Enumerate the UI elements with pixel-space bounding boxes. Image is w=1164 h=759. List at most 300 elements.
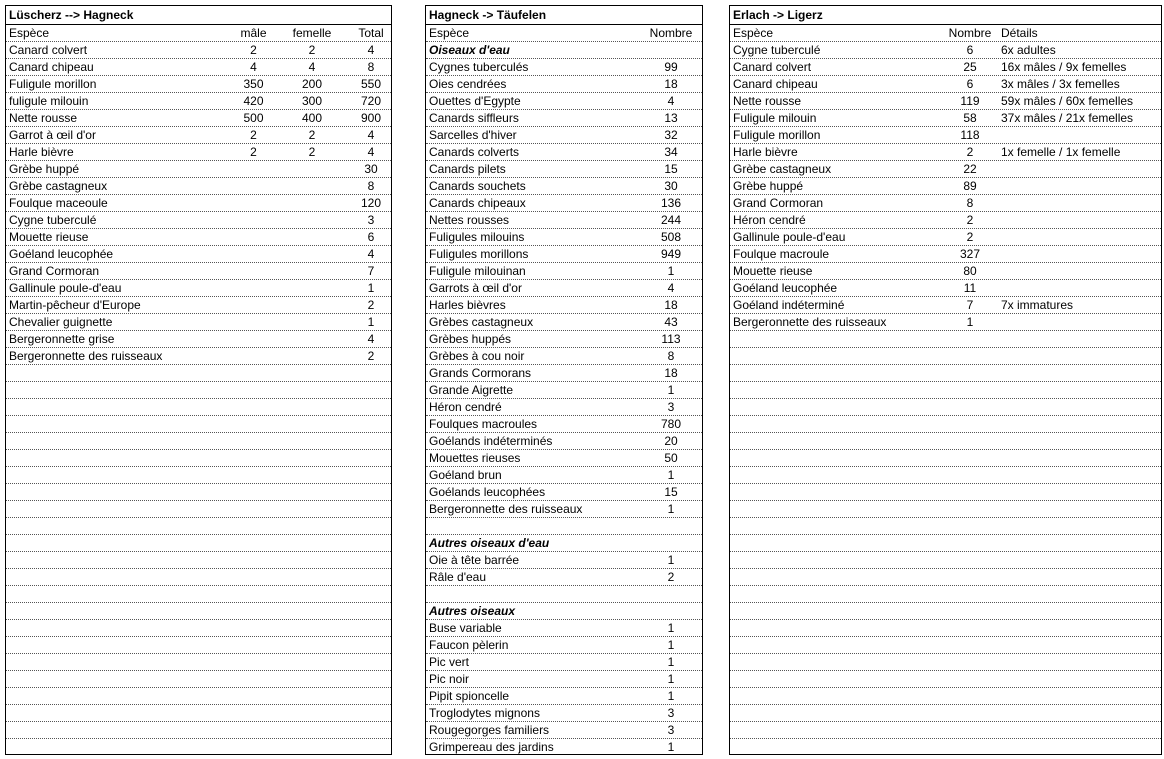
table-row: [426, 246, 702, 263]
blank-row: [730, 722, 1161, 739]
species-name: Canards colverts: [429, 145, 520, 159]
blank-row: [730, 654, 1161, 671]
blank-row: [6, 586, 391, 603]
table-row: [6, 212, 391, 229]
species-name: Grèbe castagneux: [733, 162, 832, 176]
count: 1: [667, 655, 675, 669]
section-label: Autres oiseaux d'eau: [429, 536, 550, 550]
species-name: Pic noir: [429, 672, 470, 686]
table-row: [6, 195, 391, 212]
species-name: Râle d'eau: [429, 570, 486, 584]
species-name: Grèbes huppés: [429, 332, 512, 346]
table-row: [6, 297, 391, 314]
species-name: Grèbe huppé: [9, 162, 80, 176]
panel-title: Erlach -> Ligerz: [730, 6, 1161, 25]
count: 1: [667, 264, 675, 278]
blank-row: [6, 382, 391, 399]
table-row: [426, 195, 702, 212]
blank-row: [6, 603, 391, 620]
details: 37x mâles / 21x femelles: [1001, 111, 1134, 125]
species-name: Sarcelles d'hiver: [429, 128, 517, 142]
species-name: Bergeronnette des ruisseaux: [429, 502, 583, 516]
table-row: [426, 399, 702, 416]
table-row: [6, 348, 391, 365]
species-name: Canards pilets: [429, 162, 506, 176]
table-row: [730, 110, 1161, 127]
blank-row: [6, 569, 391, 586]
species-name: Grimpereau des jardins: [429, 740, 554, 754]
blank-row: [730, 331, 1161, 348]
table-row: [730, 212, 1161, 229]
count: 20: [664, 434, 678, 448]
total-count: 2: [367, 298, 375, 312]
count: 50: [664, 451, 678, 465]
species-name: Bergeronnette des ruisseaux: [733, 315, 887, 329]
table-header: [730, 25, 1161, 42]
species-name: Cygne tuberculé: [9, 213, 97, 227]
species-name: Gallinule poule-d'eau: [733, 230, 846, 244]
total-count: Total: [358, 26, 384, 40]
total-count: 1: [367, 315, 375, 329]
species-name: Harle bièvre: [9, 145, 74, 159]
species-name: Ouettes d'Egypte: [429, 94, 521, 108]
female-count: 400: [301, 111, 323, 125]
male-count: 2: [250, 43, 257, 57]
blank-row: [730, 365, 1161, 382]
table-row: [6, 110, 391, 127]
details: Détails: [1001, 26, 1038, 40]
total-count: 4: [367, 145, 375, 159]
table-row: [426, 161, 702, 178]
blank-row: [6, 637, 391, 654]
count: Nombre: [649, 26, 693, 40]
table-row: [730, 280, 1161, 297]
table-row: [6, 76, 391, 93]
species-name: Bergeronnette des ruisseaux: [9, 349, 163, 363]
total-count: 7: [367, 264, 375, 278]
species-name: Garrots à œil d'or: [429, 281, 522, 295]
species-name: Espèce: [733, 26, 774, 40]
table-row: [426, 178, 702, 195]
table-row: [426, 59, 702, 76]
male-count: 420: [243, 94, 264, 108]
table-row: [730, 93, 1161, 110]
blank-row: [6, 552, 391, 569]
count: Nombre: [948, 26, 992, 40]
count: 1: [667, 621, 675, 635]
count: 99: [664, 60, 678, 74]
species-name: Nettes rousses: [429, 213, 510, 227]
species-name: Grèbe huppé: [733, 179, 804, 193]
blank-row: [730, 535, 1161, 552]
count: 2: [667, 570, 675, 584]
count: 3: [667, 706, 675, 720]
species-name: Mouette rieuse: [733, 264, 813, 278]
species-name: Canard colvert: [9, 43, 88, 57]
table-header: [426, 25, 702, 42]
section-heading: [426, 42, 702, 59]
species-name: Grande Aigrette: [429, 383, 514, 397]
count: 18: [664, 366, 678, 380]
species-name: Espèce: [429, 26, 470, 40]
total-count: 4: [367, 332, 375, 346]
blank-row: [730, 671, 1161, 688]
species-name: Nette rousse: [9, 111, 78, 125]
blank-row: [6, 688, 391, 705]
male-count: 350: [243, 77, 264, 91]
count: 949: [660, 247, 682, 261]
table-row: [426, 450, 702, 467]
count: 11: [963, 281, 977, 295]
table-row: [426, 705, 702, 722]
species-name: Héron cendré: [429, 400, 502, 414]
blank-row: [6, 467, 391, 484]
count: 18: [664, 298, 678, 312]
count: 43: [664, 315, 678, 329]
table-row: [730, 59, 1161, 76]
count: 8: [667, 349, 675, 363]
blank-row: [6, 365, 391, 382]
total-count: 1: [367, 281, 375, 295]
species-name: Nette rousse: [733, 94, 802, 108]
details: 3x mâles / 3x femelles: [1001, 77, 1120, 91]
section-heading: [426, 603, 702, 620]
details: 1x femelle / 1x femelle: [1001, 145, 1121, 159]
species-name: Grèbe castagneux: [9, 179, 108, 193]
species-name: Fuligule milouin: [733, 111, 817, 125]
table-row: [426, 212, 702, 229]
count: 2: [966, 145, 974, 159]
blank-row: [6, 620, 391, 637]
species-name: Cygne tuberculé: [733, 43, 821, 57]
species-name: Harle bièvre: [733, 145, 798, 159]
count: 30: [664, 179, 678, 193]
blank-row: [730, 739, 1161, 755]
species-name: Goéland brun: [429, 468, 502, 482]
species-name: Chevalier guignette: [9, 315, 113, 329]
species-name: Foulque maceoule: [9, 196, 108, 210]
species-name: Mouettes rieuses: [429, 451, 521, 465]
species-name: Héron cendré: [733, 213, 806, 227]
blank-row: [730, 569, 1161, 586]
table-header: [6, 25, 391, 42]
species-name: Goélands indéterminés: [429, 434, 553, 448]
female-count: 200: [301, 77, 323, 91]
total-count: 2: [367, 349, 375, 363]
male-count: mâle: [240, 26, 267, 40]
blank-row: [730, 603, 1161, 620]
table-row: [730, 314, 1161, 331]
table-row: [730, 127, 1161, 144]
table-row: [426, 688, 702, 705]
count: 113: [661, 332, 681, 346]
table-row: [426, 93, 702, 110]
count: 118: [960, 128, 980, 142]
count: 6: [966, 77, 974, 91]
count: 1: [667, 740, 675, 754]
species-name: Cygnes tuberculés: [429, 60, 529, 74]
total-count: 4: [367, 43, 375, 57]
blank-row: [6, 671, 391, 688]
table-row: [730, 263, 1161, 280]
species-name: Fuligule milouinan: [429, 264, 526, 278]
count: 15: [664, 162, 678, 176]
blank-row: [6, 654, 391, 671]
count: 1: [667, 672, 675, 686]
blank-row: [6, 722, 391, 739]
species-name: Oie à tête barrée: [429, 553, 520, 567]
total-count: 8: [367, 60, 375, 74]
blank-row: [730, 620, 1161, 637]
table-row: [6, 280, 391, 297]
section-label: Oiseaux d'eau: [429, 43, 510, 57]
blank-row: [6, 484, 391, 501]
species-name: Fuligule morillon: [733, 128, 821, 142]
blank-row: [6, 739, 391, 755]
species-table: [6, 25, 391, 755]
female-count: 4: [308, 60, 316, 74]
species-name: Harles bièvres: [429, 298, 506, 312]
species-name: Buse variable: [429, 621, 502, 635]
count: 1: [667, 468, 675, 482]
table-row: [730, 246, 1161, 263]
panel-erlach-ligerz: [729, 5, 1162, 755]
male-count: 2: [250, 128, 257, 142]
blank-row: [426, 518, 702, 535]
female-count: 300: [301, 94, 323, 108]
count: 15: [664, 485, 678, 499]
count: 136: [660, 196, 682, 210]
count: 25: [963, 60, 977, 74]
table-row: [730, 144, 1161, 161]
blank-row: [730, 705, 1161, 722]
table-row: [426, 671, 702, 688]
total-count: 720: [360, 94, 382, 108]
blank-row: [730, 552, 1161, 569]
table-row: [6, 127, 391, 144]
table-row: [426, 501, 702, 518]
details: 7x immatures: [1001, 298, 1074, 312]
table-row: [426, 620, 702, 637]
species-name: Foulque macroule: [733, 247, 830, 261]
blank-row: [730, 688, 1161, 705]
table-row: [6, 331, 391, 348]
panel-title: Hagneck -> Täufelen: [426, 6, 702, 25]
table-row: [426, 76, 702, 93]
table-row: [426, 433, 702, 450]
blank-row: [730, 518, 1161, 535]
total-count: 120: [360, 196, 382, 210]
species-name: fuligule milouin: [9, 94, 89, 108]
details: 6x adultes: [1001, 43, 1056, 57]
blank-row: [730, 586, 1161, 603]
species-table: [730, 25, 1161, 755]
blank-row: [730, 450, 1161, 467]
species-name: Goélands leucophées: [429, 485, 546, 499]
species-name: Espèce: [9, 26, 50, 40]
female-count: femelle: [292, 26, 332, 40]
species-name: Grèbes à cou noir: [429, 349, 525, 363]
table-row: [426, 654, 702, 671]
species-name: Garrot à œil d'or: [9, 128, 96, 142]
count: 1: [667, 689, 675, 703]
total-count: 3: [367, 213, 375, 227]
species-table: [426, 25, 702, 755]
table-row: [426, 382, 702, 399]
count: 780: [660, 417, 682, 431]
table-row: [6, 144, 391, 161]
table-row: [426, 110, 702, 127]
species-name: Canard chipeau: [733, 77, 818, 91]
blank-row: [426, 586, 702, 603]
count: 1: [667, 383, 675, 397]
count: 1: [966, 315, 974, 329]
table-row: [426, 484, 702, 501]
details: 59x mâles / 60x femelles: [1001, 94, 1134, 108]
species-name: Oies cendrées: [429, 77, 507, 91]
table-row: [426, 416, 702, 433]
table-row: [426, 365, 702, 382]
count: 2: [966, 230, 974, 244]
table-row: [6, 263, 391, 280]
panel-luscherz-hagneck: [5, 5, 392, 755]
count: 7: [966, 298, 974, 312]
female-count: 2: [308, 145, 316, 159]
table-row: [6, 229, 391, 246]
table-row: [426, 331, 702, 348]
total-count: 900: [360, 111, 382, 125]
blank-row: [730, 637, 1161, 654]
species-name: Canards siffleurs: [429, 111, 519, 125]
count: 1: [667, 638, 675, 652]
details: 16x mâles / 9x femelles: [1001, 60, 1127, 74]
species-name: Fuligules morillons: [429, 247, 529, 261]
table-row: [730, 42, 1161, 59]
table-row: [426, 467, 702, 484]
blank-row: [6, 501, 391, 518]
table-row: [730, 76, 1161, 93]
male-count: 500: [243, 111, 264, 125]
table-row: [426, 263, 702, 280]
table-row: [6, 42, 391, 59]
panel-hagneck-taufelen: [425, 5, 703, 755]
species-name: Troglodytes mignons: [429, 706, 540, 720]
species-name: Pic vert: [429, 655, 470, 669]
count: 2: [966, 213, 974, 227]
count: 13: [664, 111, 678, 125]
female-count: 2: [308, 128, 316, 142]
count: 3: [667, 400, 675, 414]
blank-row: [6, 416, 391, 433]
section-heading: [426, 535, 702, 552]
count: 89: [963, 179, 977, 193]
male-count: 2: [250, 145, 257, 159]
table-row: [426, 552, 702, 569]
species-name: Rougegorges familiers: [429, 723, 550, 737]
section-label: Autres oiseaux: [429, 604, 516, 618]
panel-title: Lüscherz --> Hagneck: [6, 6, 391, 25]
species-name: Mouette rieuse: [9, 230, 89, 244]
table-row: [426, 739, 702, 755]
count: 4: [667, 94, 675, 108]
species-name: Pipit spioncelle: [429, 689, 510, 703]
count: 6: [966, 43, 974, 57]
total-count: 4: [367, 128, 375, 142]
count: 327: [959, 247, 981, 261]
species-name: Canards souchets: [429, 179, 526, 193]
species-name: Goéland indéterminé: [733, 298, 845, 312]
table-row: [426, 637, 702, 654]
species-name: Goéland leucophée: [733, 281, 838, 295]
table-row: [426, 314, 702, 331]
count: 4: [667, 281, 675, 295]
blank-row: [6, 518, 391, 535]
count: 22: [963, 162, 977, 176]
table-row: [730, 161, 1161, 178]
species-name: Canard chipeau: [9, 60, 94, 74]
count: 8: [966, 196, 974, 210]
count: 80: [963, 264, 977, 278]
table-row: [426, 229, 702, 246]
table-row: [426, 348, 702, 365]
count: 508: [660, 230, 682, 244]
blank-row: [6, 535, 391, 552]
count: 18: [664, 77, 678, 91]
blank-row: [6, 450, 391, 467]
table-row: [426, 144, 702, 161]
species-name: Canards chipeaux: [429, 196, 526, 210]
count: 1: [667, 553, 675, 567]
blank-row: [730, 399, 1161, 416]
species-name: Bergeronnette grise: [9, 332, 115, 346]
total-count: 4: [367, 247, 375, 261]
table-row: [426, 722, 702, 739]
male-count: 4: [250, 60, 257, 74]
blank-row: [730, 484, 1161, 501]
total-count: 550: [360, 77, 382, 91]
total-count: 30: [364, 162, 378, 176]
count: 34: [664, 145, 678, 159]
blank-row: [730, 467, 1161, 484]
table-row: [730, 178, 1161, 195]
table-row: [6, 161, 391, 178]
table-row: [6, 178, 391, 195]
species-name: Gallinule poule-d'eau: [9, 281, 122, 295]
total-count: 8: [367, 179, 375, 193]
species-name: Faucon pèlerin: [429, 638, 509, 652]
species-name: Goéland leucophée: [9, 247, 114, 261]
table-row: [6, 314, 391, 331]
count: 32: [664, 128, 678, 142]
table-row: [6, 246, 391, 263]
table-row: [426, 127, 702, 144]
count: 1: [667, 502, 675, 516]
table-row: [6, 93, 391, 110]
species-name: Fuligules milouins: [429, 230, 525, 244]
species-name: Canard colvert: [733, 60, 812, 74]
table-row: [6, 59, 391, 76]
table-row: [730, 297, 1161, 314]
species-name: Fuligule morillon: [9, 77, 97, 91]
blank-row: [730, 433, 1161, 450]
table-row: [426, 280, 702, 297]
count: 244: [660, 213, 682, 227]
species-name: Grèbes castagneux: [429, 315, 534, 329]
blank-row: [6, 399, 391, 416]
count: 119: [960, 94, 980, 108]
table-row: [426, 569, 702, 586]
species-name: Martin-pêcheur d'Europe: [9, 298, 141, 312]
